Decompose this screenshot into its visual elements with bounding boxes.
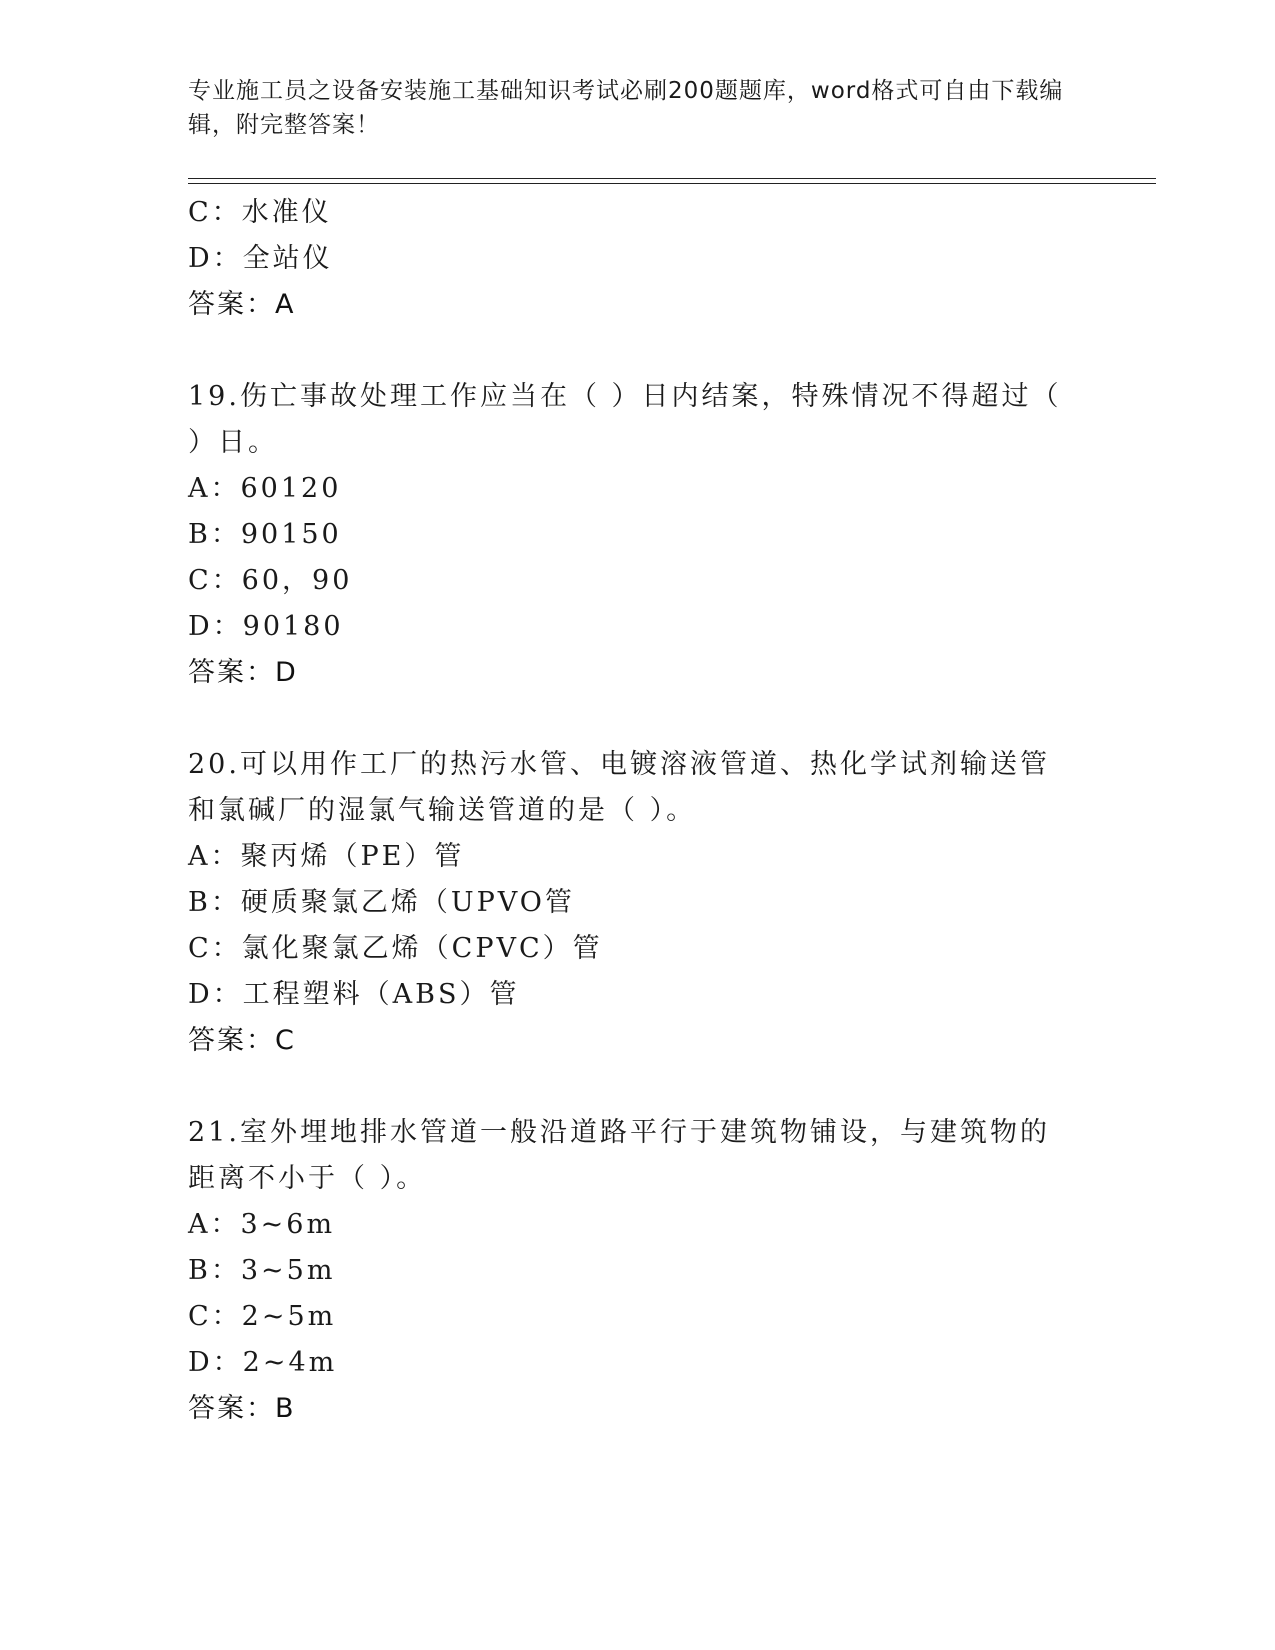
question-text: 20.可以用作工厂的热污水管、电镀溶液管道、热化学试剂输送管和氯碱厂的湿氯气输送管道的是（ ）。 (188, 749, 1050, 826)
document-header: 专业施工员之设备安装施工基础知识考试必刷200题题库，word格式可自由下载编辑，附完整答案！ (188, 78, 1064, 138)
option-d: D：全站仪 (188, 243, 333, 274)
question-block-19 (188, 374, 1088, 696)
spacer (188, 328, 1088, 374)
option-a: A：3~6m (188, 1209, 336, 1240)
header-divider-bottom (188, 183, 1156, 184)
prev-question-block (188, 190, 1088, 328)
option-b: B：硬质聚氯乙烯（UPVO管 (188, 887, 575, 918)
option-c: C：水准仪 (188, 197, 332, 228)
spacer (188, 696, 1088, 742)
answer-line: 答案：C (188, 1025, 296, 1056)
option-c: C：60，90 (188, 565, 353, 596)
question-block-21 (188, 1110, 1088, 1432)
question-list (188, 190, 1088, 1432)
option-d: D：90180 (188, 611, 344, 642)
option-d: D：工程塑料（ABS）管 (188, 979, 520, 1010)
option-a: A：聚丙烯（PE）管 (188, 841, 465, 872)
option-a: A：60120 (188, 473, 342, 504)
option-b: B：90150 (188, 519, 342, 550)
option-b: B：3~5m (188, 1255, 336, 1286)
question-text: 21.室外埋地排水管道一般沿道路平行于建筑物铺设，与建筑物的距离不小于（ ）。 (188, 1117, 1050, 1194)
answer-line: 答案：B (188, 1393, 296, 1424)
option-c: C：2~5m (188, 1301, 337, 1332)
answer-line: 答案：A (188, 289, 296, 320)
spacer (188, 1064, 1088, 1110)
option-c: C：氯化聚氯乙烯（CPVC）管 (188, 933, 603, 964)
question-text: 19.伤亡事故处理工作应当在（ ）日内结案，特殊情况不得超过（ ）日。 (188, 381, 1062, 458)
option-d: D：2~4m (188, 1347, 338, 1378)
answer-line: 答案：D (188, 657, 298, 688)
question-block-20 (188, 742, 1088, 1064)
header-divider-top (188, 178, 1156, 179)
